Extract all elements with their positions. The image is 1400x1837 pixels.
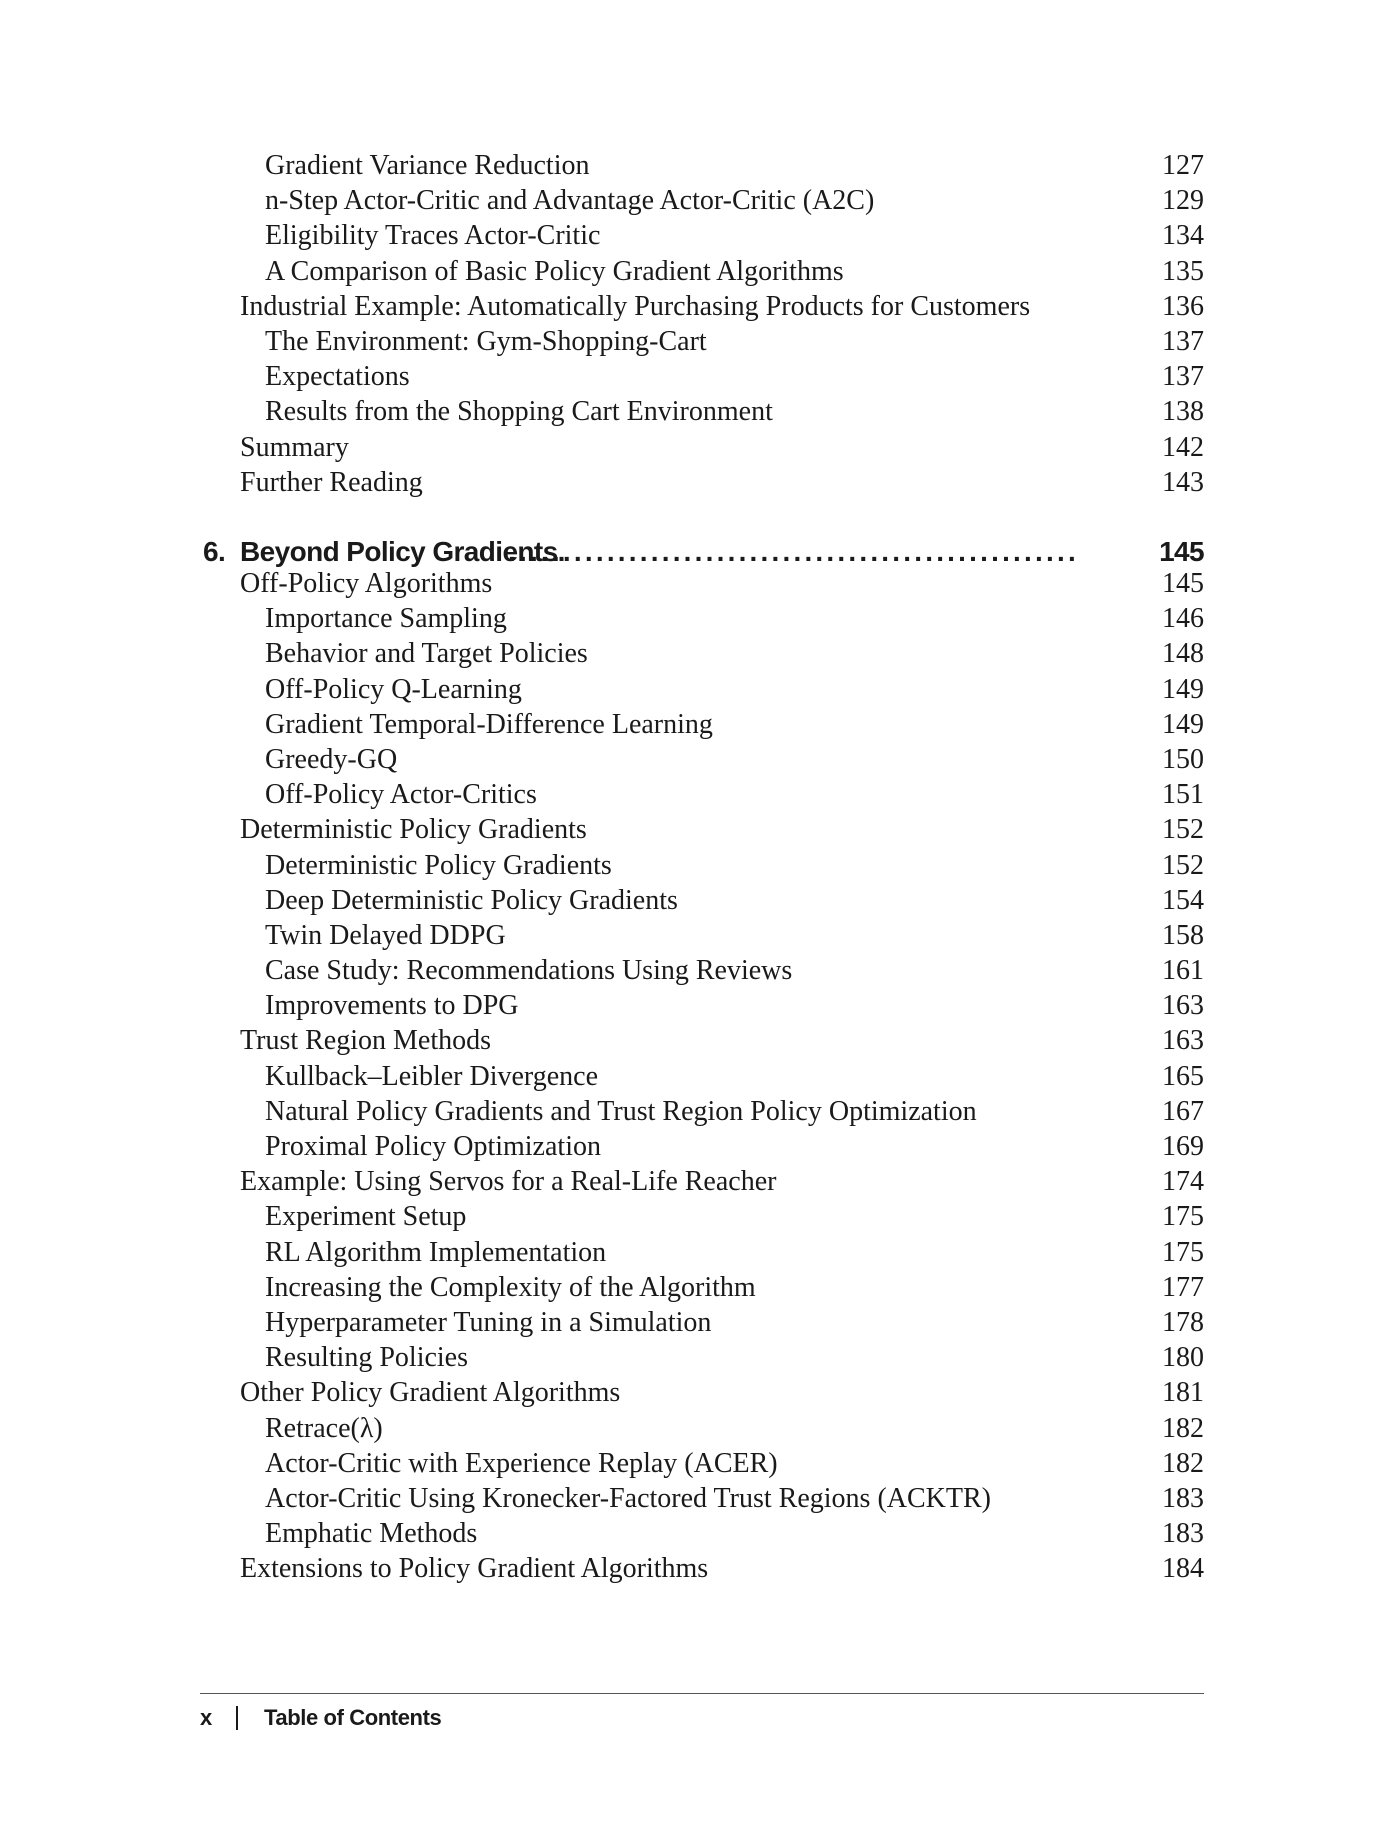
toc-entry-title: A Comparison of Basic Policy Gradient Algorithms — [265, 255, 844, 287]
toc-entry-page: 182 — [1162, 1412, 1204, 1444]
toc-section-entry[interactable] — [240, 289, 1204, 324]
toc-entry-page: 183 — [1162, 1518, 1204, 1550]
dot-leader: .................................................... — [508, 536, 1079, 567]
toc-entry-page: 129 — [1162, 185, 1204, 217]
toc-entry-page: 137 — [1162, 325, 1204, 357]
toc-entry-title: Resulting Policies — [265, 1342, 468, 1374]
toc-subsection-entry[interactable] — [240, 848, 1204, 883]
toc-subsection-entry[interactable] — [240, 254, 1204, 289]
toc-subsection-entry[interactable] — [240, 1094, 1204, 1129]
toc-entry-title: Trust Region Methods — [240, 1025, 492, 1057]
toc-entry-title: Proximal Policy Optimization — [265, 1131, 601, 1162]
toc-entry-page: 136 — [1162, 290, 1204, 322]
toc-entry-title: Behavior and Target Policies — [265, 638, 588, 670]
toc-subsection-entry[interactable] — [240, 1059, 1204, 1094]
toc-entry-title: Improvements to DPG — [265, 990, 519, 1022]
toc-entry-page: 146 — [1162, 603, 1204, 635]
toc-subsection-entry[interactable] — [240, 988, 1204, 1023]
toc-entry-page: 163 — [1162, 990, 1204, 1022]
toc-subsection-entry[interactable] — [240, 1411, 1204, 1446]
toc-entry-page: 175 — [1162, 1201, 1204, 1233]
toc-entry-page: 178 — [1162, 1306, 1204, 1338]
toc-entry-page: 137 — [1162, 361, 1204, 393]
toc-subsection-entry[interactable] — [240, 777, 1204, 812]
toc-subsection-entry[interactable] — [240, 672, 1204, 707]
chapter-page-number: 145 — [1159, 536, 1204, 567]
toc-entry-title: Gradient Temporal-Difference Learning — [265, 708, 713, 740]
toc-subsection-entry[interactable] — [240, 1305, 1204, 1340]
toc-entry-page: 151 — [1162, 779, 1204, 811]
toc-entry-page: 138 — [1162, 396, 1204, 428]
toc-subsection-entry[interactable] — [240, 1199, 1204, 1234]
toc-entry-page: 158 — [1162, 919, 1204, 951]
toc-subsection-entry[interactable] — [240, 1446, 1204, 1481]
toc-section-entry[interactable] — [240, 465, 1204, 500]
toc-entry-page: 184 — [1162, 1553, 1204, 1585]
toc-entry-page: 182 — [1162, 1447, 1204, 1479]
toc-entry-page: 177 — [1162, 1271, 1204, 1303]
toc-subsection-entry[interactable] — [240, 394, 1204, 429]
toc-section-entry[interactable] — [240, 430, 1204, 465]
toc-subsection-entry[interactable] — [240, 218, 1204, 253]
toc-entry-page: 148 — [1162, 638, 1204, 670]
toc-subsection-entry[interactable] — [240, 183, 1204, 218]
toc-entry-title: Natural Policy Gradients and Trust Region Policy Optimization — [265, 1095, 977, 1127]
toc-subsection-entry[interactable] — [240, 707, 1204, 742]
toc-entry-title: Greedy-GQ — [265, 743, 398, 775]
toc-entry-page: 135 — [1162, 255, 1204, 287]
toc-entry-title: Industrial Example: Automatically Purchasing Products for Customers — [240, 290, 1031, 322]
toc-entry-title: Off-Policy Algorithms — [240, 568, 493, 599]
toc-entry-page: 167 — [1162, 1095, 1204, 1127]
footer-rule — [200, 1693, 1204, 1694]
toc-subsection-entry[interactable] — [240, 359, 1204, 394]
toc-section-entry[interactable] — [240, 1375, 1204, 1410]
toc-subsection-entry[interactable] — [240, 1235, 1204, 1270]
toc-entry-page: 183 — [1162, 1482, 1204, 1514]
toc-entry-title: Extensions to Policy Gradient Algorithms — [240, 1553, 709, 1585]
toc-entry-title: n-Step Actor-Critic and Advantage Actor-Critic (A2C) — [265, 185, 875, 217]
toc-entry-title: Gradient Variance Reduction — [265, 150, 590, 181]
toc-section-entry[interactable] — [240, 1551, 1204, 1586]
toc-entry-page: 163 — [1162, 1025, 1204, 1057]
toc-entry-page: 152 — [1162, 849, 1204, 881]
toc-entry-title: Hyperparameter Tuning in a Simulation — [265, 1306, 712, 1338]
toc-entry-page: 161 — [1162, 955, 1204, 987]
toc-entry-page: 152 — [1162, 814, 1204, 846]
toc-entry-title: Increasing the Complexity of the Algorithm — [265, 1271, 756, 1303]
toc-entry-title: Emphatic Methods — [265, 1518, 478, 1550]
toc-entry-title: Expectations — [265, 361, 410, 393]
running-title: Table of Contents — [264, 1705, 442, 1730]
toc-section-entry[interactable] — [240, 1023, 1204, 1058]
toc-entry-title: Summary — [240, 431, 349, 463]
toc-entry-title: Other Policy Gradient Algorithms — [240, 1377, 621, 1409]
toc-entry-page: 142 — [1162, 431, 1204, 463]
toc-subsection-entry[interactable] — [240, 1481, 1204, 1516]
toc-entry-title: Twin Delayed DDPG — [265, 919, 506, 951]
toc-entry-page: 169 — [1162, 1131, 1204, 1162]
toc-entry-page: 174 — [1162, 1166, 1204, 1198]
toc-subsection-entry[interactable] — [240, 1516, 1204, 1551]
toc-entry-title: The Environment: Gym-Shopping-Cart — [265, 325, 707, 357]
footer-separator — [236, 1706, 238, 1730]
toc-entry-page: 149 — [1162, 708, 1204, 740]
page-folio: x — [200, 1705, 212, 1730]
toc-entry-page: 181 — [1162, 1377, 1204, 1409]
toc-section-entry[interactable] — [240, 566, 1204, 601]
toc-entry-page: 150 — [1162, 743, 1204, 775]
toc-entry-page: 145 — [1162, 568, 1204, 599]
toc-subsection-entry[interactable] — [240, 953, 1204, 988]
toc-subsection-entry[interactable] — [240, 1340, 1204, 1375]
toc-entry-title: Deterministic Policy Gradients — [240, 814, 587, 846]
toc-section-chapter-6 — [240, 566, 1204, 1586]
toc-entry-title: Retrace(λ) — [265, 1412, 383, 1444]
toc-entry-page: 154 — [1162, 884, 1204, 916]
toc-entry-page: 134 — [1162, 220, 1204, 252]
toc-subsection-entry[interactable] — [240, 918, 1204, 953]
toc-entry-page: 180 — [1162, 1342, 1204, 1374]
toc-entry-title: RL Algorithm Implementation — [265, 1236, 607, 1268]
toc-entry-title: Deep Deterministic Policy Gradients — [265, 884, 678, 916]
toc-entry-title: Actor-Critic with Experience Replay (ACER) — [265, 1447, 778, 1479]
toc-subsection-entry[interactable] — [240, 883, 1204, 918]
toc-entry-page: 143 — [1162, 466, 1204, 498]
toc-entry-title: Case Study: Recommendations Using Reviews — [265, 955, 793, 987]
chapter-title: Beyond Policy Gradients. — [240, 536, 565, 567]
toc-entry-title: Experiment Setup — [265, 1201, 467, 1233]
toc-entry-title: Deterministic Policy Gradients — [265, 849, 612, 881]
toc-entry-title: Importance Sampling — [265, 603, 507, 635]
toc-entry-title: Kullback–Leibler Divergence — [265, 1060, 599, 1092]
toc-entry-title: Eligibility Traces Actor-Critic — [265, 220, 601, 252]
toc-section-continued — [240, 148, 1204, 500]
toc-entry-page: 165 — [1162, 1060, 1204, 1092]
toc-entry-title: Results from the Shopping Cart Environment — [265, 396, 773, 428]
toc-entry-page: 127 — [1162, 150, 1204, 181]
toc-subsection-entry[interactable] — [240, 1129, 1204, 1164]
toc-subsection-entry[interactable] — [240, 324, 1204, 359]
toc-subsection-entry[interactable] — [240, 1270, 1204, 1305]
chapter-number: 6. — [203, 536, 226, 567]
toc-subsection-entry[interactable] — [240, 742, 1204, 777]
toc-subsection-entry[interactable] — [240, 601, 1204, 636]
toc-entry-title: Actor-Critic Using Kronecker-Factored Trust Regions (ACKTR) — [265, 1482, 991, 1514]
toc-entry-title: Off-Policy Q-Learning — [265, 673, 522, 705]
toc-subsection-entry[interactable] — [240, 148, 1204, 183]
toc-section-entry[interactable] — [240, 812, 1204, 847]
toc-entry-title: Further Reading — [240, 466, 423, 498]
toc-entry-title: Example: Using Servos for a Real-Life Reacher — [240, 1166, 777, 1198]
toc-subsection-entry[interactable] — [240, 636, 1204, 671]
toc-entry-page: 175 — [1162, 1236, 1204, 1268]
toc-entry-page: 149 — [1162, 673, 1204, 705]
toc-entry-title: Off-Policy Actor-Critics — [265, 779, 537, 811]
toc-section-entry[interactable] — [240, 1164, 1204, 1199]
